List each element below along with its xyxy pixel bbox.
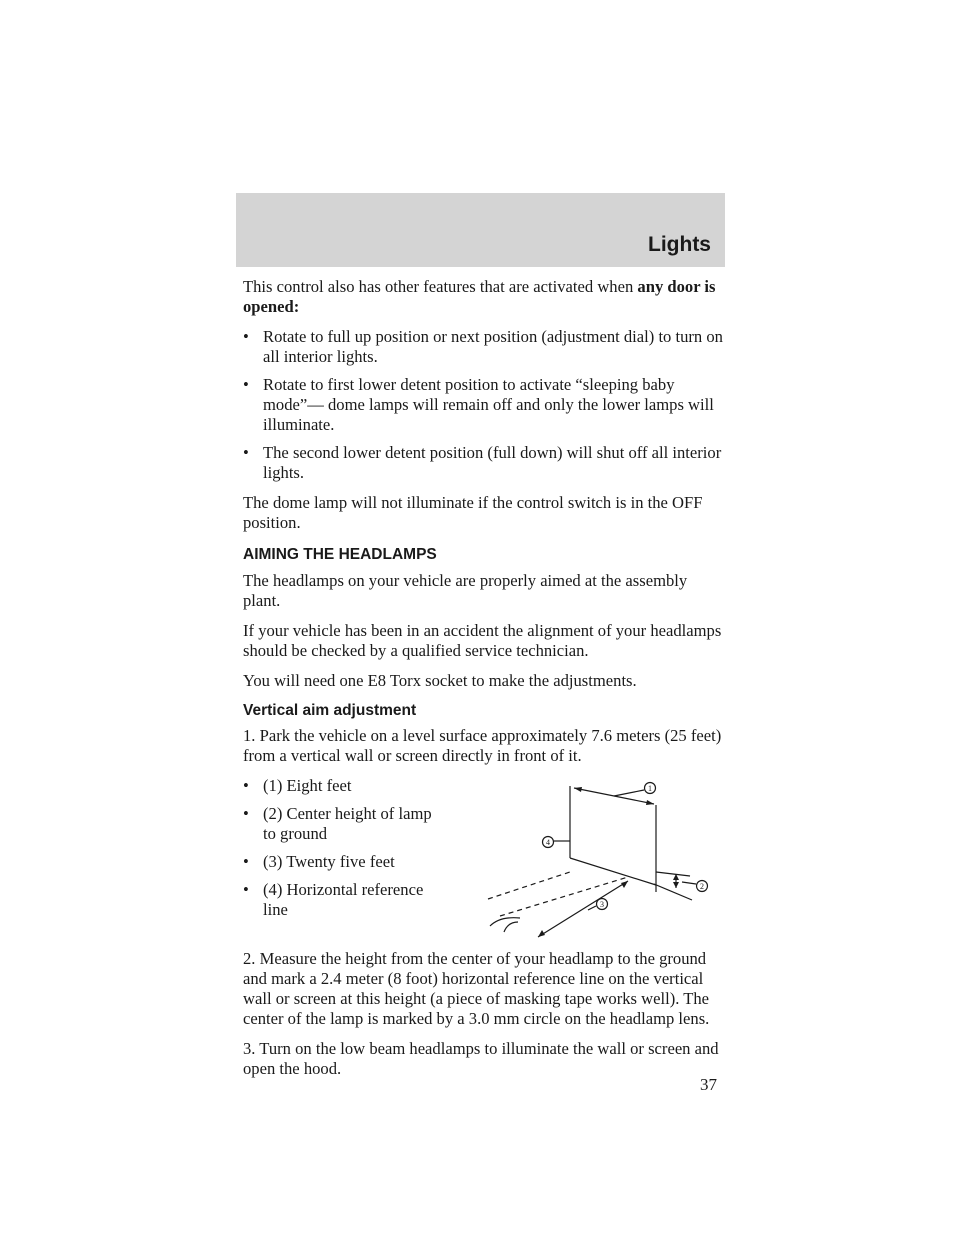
intro-paragraph — [243, 277, 728, 317]
dome-note: The dome lamp will not illuminate if the control switch is in the OFF position. — [243, 493, 703, 532]
intro-bold: any door is opened: — [243, 277, 716, 316]
step-3: 3. Turn on the low beam headlamps to illuminate the wall or screen and open the hood. — [243, 1039, 719, 1078]
step-2: 2. Measure the height from the center of your headlamp to the ground and mark a 2.4 meter (8 foot) horizontal reference line on the vertical wall or screen at this height (a piece of masking tape works well). The center of the lamp is marked by a 3.0 mm circle on the headlamp lens. — [243, 949, 710, 1028]
door-features-list — [243, 327, 728, 483]
reference-line — [656, 872, 690, 876]
headlamp-outline — [504, 922, 518, 932]
callout-4: 4 — [546, 838, 550, 847]
vertical-aim-heading: Vertical aim adjustment — [243, 702, 417, 719]
callout-3: 3 — [600, 900, 604, 909]
section-title: Lights — [648, 233, 711, 256]
page-number: 37 — [700, 1075, 717, 1094]
legend-item: • (3) Twenty five feet — [243, 852, 443, 872]
list-item: • The second lower detent position (full down) will shut off all interior lights. — [243, 443, 728, 483]
list-item: • Rotate to first lower detent position to activate “sleeping baby mode”— dome lamps will remain off and only the lower lamps will illuminate. — [243, 375, 728, 435]
arrow-lamp-height-down — [673, 882, 679, 888]
aiming-paragraph-3: You will need one E8 Torx socket to make the adjustments. — [243, 671, 637, 690]
list-item: • Rotate to full up position or next position (adjustment dial) to turn on all interior lights. — [243, 327, 728, 367]
legend-item: • (2) Center height of lamp to ground — [243, 804, 443, 844]
beam-line-lower — [500, 877, 628, 916]
callout-1: 1 — [648, 784, 652, 793]
arrow-twenty-five-feet-near — [538, 930, 545, 937]
step-1: 1. Park the vehicle on a level surface approximately 7.6 meters (25 feet) from a vertical wall or screen directly in front of it. — [243, 726, 722, 765]
beam-line-upper — [488, 872, 570, 899]
aiming-paragraph-1: The headlamps on your vehicle are properly aimed at the assembly plant. — [243, 571, 688, 610]
aiming-paragraph-2: If your vehicle has been in an accident the alignment of your headlamps should be checked by a qualified service technician. — [243, 621, 722, 660]
intro-text: This control also has other features that are activated when — [243, 277, 638, 296]
dimension-twenty-five-feet — [538, 881, 628, 937]
leader-2 — [682, 882, 696, 884]
legend-item: • (4) Horizontal reference line — [243, 880, 443, 920]
callout-2: 2 — [700, 882, 704, 891]
headlamp-aim-diagram — [478, 780, 718, 940]
arrow-twenty-five-feet-far — [621, 881, 628, 888]
ground-line — [654, 884, 692, 900]
leader-1 — [614, 790, 644, 796]
legend-item: • (1) Eight feet — [243, 776, 443, 796]
leader-3 — [588, 906, 596, 910]
section-header-band — [236, 193, 725, 267]
diagram-row — [243, 776, 728, 941]
diagram-legend — [243, 776, 443, 928]
aiming-heading: AIMING THE HEADLAMPS — [243, 546, 437, 563]
page-content — [243, 277, 728, 1089]
